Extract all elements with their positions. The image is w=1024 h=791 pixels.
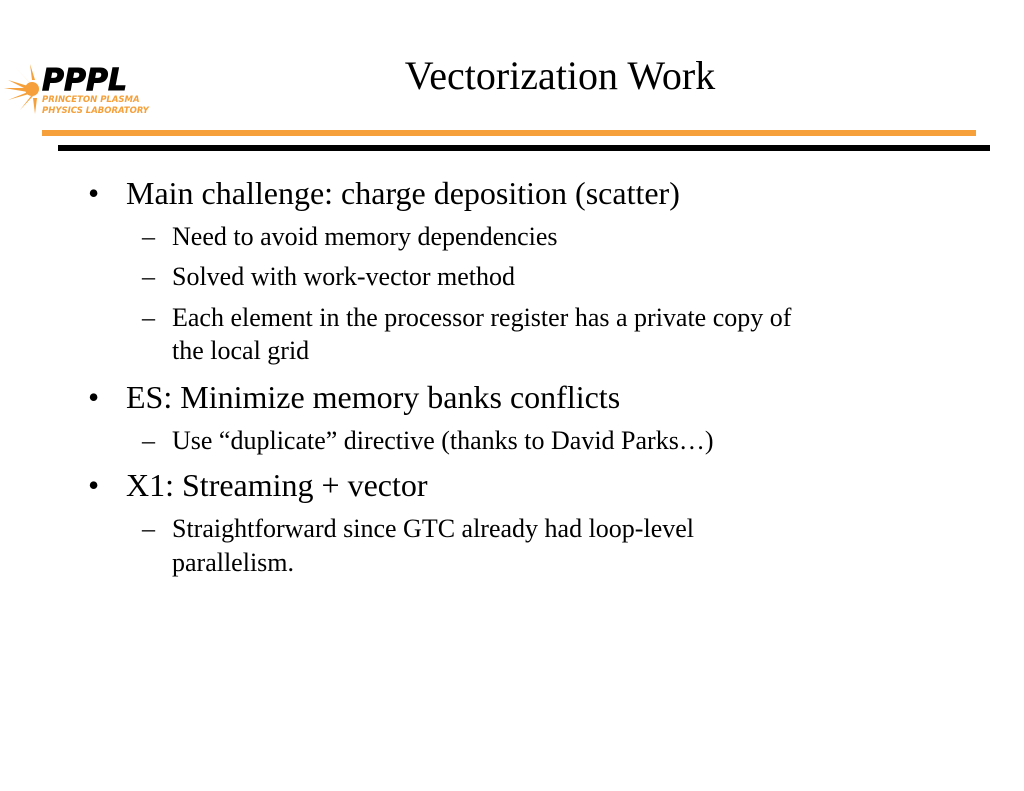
- bullet-item: [88, 467, 428, 503]
- logo-line-1: PRINCETON PLASMA: [42, 95, 140, 105]
- bullet-item: [88, 175, 680, 211]
- bullet-marker: •: [88, 379, 100, 415]
- bullet-text: ES: Minimize memory banks conflicts: [126, 379, 621, 415]
- sub-bullet-continuation: [172, 547, 294, 579]
- sub-bullet-text: Straightforward since GTC already had loop-level: [172, 514, 694, 543]
- logo-line-2: PHYSICS LABORATORY: [42, 106, 149, 116]
- sub-bullet-text: Use “duplicate” directive (thanks to David Parks…): [172, 426, 714, 455]
- dash-marker: –: [142, 514, 155, 543]
- sub-bullet-text: the local grid: [172, 336, 310, 365]
- sub-bullet-continuation: [172, 335, 309, 367]
- sub-bullet-text: Need to avoid memory dependencies: [172, 222, 558, 251]
- sub-bullet-text: Each element in the processor register has a private copy of: [172, 303, 792, 332]
- dash-marker: –: [142, 222, 155, 251]
- sub-bullet-text: parallelism.: [172, 548, 295, 577]
- bullet-marker: •: [88, 175, 100, 211]
- sub-bullet-text: Solved with work-vector method: [172, 262, 515, 291]
- sub-bullet-item: [142, 221, 558, 253]
- dash-marker: –: [142, 426, 155, 455]
- bullet-text: Main challenge: charge deposition (scatter): [126, 175, 680, 211]
- sub-bullet-item: [142, 261, 515, 293]
- slide-title: Vectorization Work: [404, 53, 716, 98]
- bullet-text: X1: Streaming + vector: [126, 467, 428, 503]
- logo-wordmark: PPPL: [42, 63, 128, 98]
- sub-bullet-item: [142, 425, 714, 457]
- sub-bullet-item: [142, 302, 792, 334]
- bullet-marker: •: [88, 467, 100, 503]
- sub-bullet-item: [142, 513, 694, 545]
- bullet-item: [88, 379, 621, 415]
- dash-marker: –: [142, 262, 155, 291]
- dash-marker: –: [142, 303, 155, 332]
